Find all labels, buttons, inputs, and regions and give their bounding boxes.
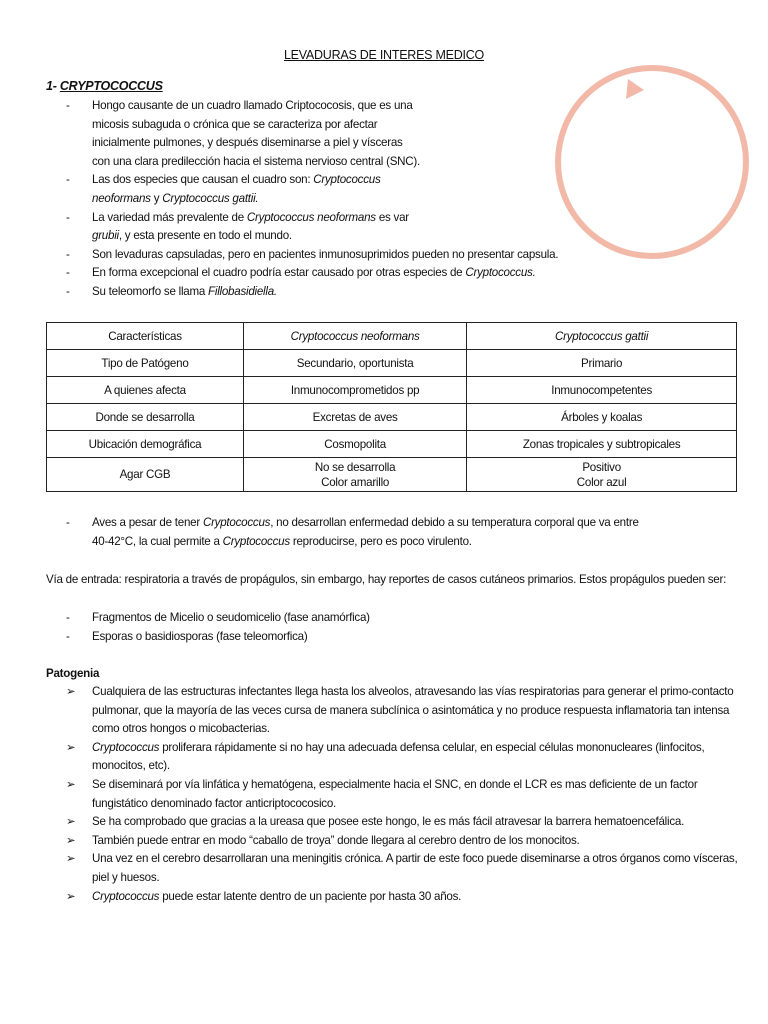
dash-bullet-icon: - [66, 266, 70, 280]
table-header-cell [243, 323, 466, 350]
italic-text: Cryptococcus [222, 534, 290, 548]
list-item [66, 97, 606, 171]
dash-bullet-icon: - [66, 99, 70, 112]
text-segment: Son levaduras capsuladas, pero en pacientes inmunosuprimidos pueden no presentar capsula. [92, 247, 559, 261]
dash-bullet-icon: - [66, 173, 70, 187]
intro-bullet-list [66, 97, 606, 302]
italic-text: Cryptococcus. [465, 266, 536, 280]
table-cell: Ubicación demográfica [47, 431, 244, 458]
italic-text: Cryptococcus [92, 740, 160, 754]
patogenia-heading: Patogenia [46, 667, 100, 680]
italic-text: Cryptococcus gattii. [162, 191, 259, 205]
cell-line: Color amarillo [321, 475, 390, 489]
table-cell: Inmunocomprometidos pp [243, 377, 466, 404]
table-cell: Donde se desarrolla [47, 404, 244, 431]
arrow-bullet-icon: ➢ [66, 815, 76, 829]
text-segment: Hongo causante de un cuadro llamado Criptococosis, que es una [92, 99, 413, 112]
arrow-bullet-icon: ➢ [66, 852, 76, 866]
list-item [66, 609, 746, 628]
table-row [47, 377, 737, 404]
arrow-bullet-icon: ➢ [66, 740, 76, 754]
arrow-bullet-icon: ➢ [66, 777, 76, 791]
comparison-table [46, 322, 737, 492]
cell-line: No se desarrolla [314, 460, 396, 474]
table-row [47, 404, 737, 431]
dash-bullet-icon: - [66, 629, 70, 643]
list-item [66, 628, 746, 647]
list-item [66, 832, 746, 851]
italic-text: grubii [92, 229, 119, 243]
text-segment: Se ha comprobado que gracias a la ureasa que posee este hongo, le es más fácil atravesar la barrera hematoencefálica. [92, 815, 685, 829]
arrow-head-icon [626, 79, 644, 99]
aves-bullet-list [66, 514, 746, 551]
table-row [47, 458, 737, 492]
text-segment: puede estar latente dentro de un paciente por hasta 30 años. [159, 889, 462, 903]
table-cell: Primario [467, 350, 737, 377]
cell-line: Positivo [582, 460, 621, 474]
text-segment: Cualquiera de las estructuras infectantes llega hasta los alveolos, atravesando las vías respiratorias para generar el primo-contacto pulmonar, que la mayoría de las veces cursa de manera subclínica o asintomática y no produce respuesta inflamatoria tan intensa como otros hongos o micobacterias. [92, 685, 734, 736]
text-segment: Fragmentos de Micelio o seudomicelio (fase anamórfica) [92, 611, 370, 624]
dash-bullet-icon: - [66, 516, 70, 529]
italic-text: Cryptococcus [313, 173, 381, 187]
table-cell: Excretas de aves [243, 404, 466, 431]
text-segment: Se diseminará por vía linfática y hematógena, especialmente hacia el SNC, en donde el LCR es mas deficiente de un factor fungistático denominado factor anticriptococosico. [92, 777, 698, 810]
arrow-bullet-icon: ➢ [66, 889, 76, 903]
header-text: Cryptococcus gattii [555, 329, 649, 343]
section-number: 1- [46, 79, 57, 93]
list-item [66, 813, 746, 832]
dash-bullet-icon: - [66, 247, 70, 261]
list-item [66, 850, 746, 887]
list-item [66, 171, 606, 208]
italic-text: Fillobasidiella. [208, 284, 277, 298]
table-cell: A quienes afecta [47, 377, 244, 404]
text-segment: También puede entrar en modo “caballo de troya” donde llegara al cerebro dentro de los monocitos. [92, 833, 580, 847]
cell-line: Color azul [576, 475, 627, 489]
arrow-bullet-icon: ➢ [66, 833, 76, 847]
dash-bullet-icon: - [66, 210, 70, 224]
table-cell: Agar CGB [47, 458, 244, 492]
arrow-bullet-icon: ➢ [66, 685, 76, 698]
header-text: Cryptococcus neoformans [290, 329, 420, 343]
table-cell [467, 458, 737, 492]
table-cell: Zonas tropicales y subtropicales [467, 431, 737, 458]
italic-text: neoformans [92, 191, 151, 205]
table-row [47, 350, 737, 377]
text-segment: Esporas o basidiosporas (fase teleomorfica) [92, 629, 308, 643]
list-item [66, 283, 606, 302]
list-item [66, 246, 606, 265]
table-cell: Tipo de Patógeno [47, 350, 244, 377]
section-heading [46, 79, 163, 93]
via-entrada-paragraph: Vía de entrada: respiratoria a través de propágulos, sin embargo, hay reportes de casos cutáneos primarios. Estos propágulos pueden ser: [46, 573, 727, 586]
table-cell: Cosmopolita [243, 431, 466, 458]
text-segment: inicialmente pulmones, y después diseminarse a piel y vísceras [92, 136, 403, 150]
table-header-cell [47, 323, 244, 350]
list-item [66, 739, 746, 776]
dash-bullet-icon: - [66, 284, 70, 298]
text-segment: La variedad más prevalente de [92, 210, 247, 224]
text-segment: Las dos especies que causan el cuadro son: [92, 173, 314, 187]
text-segment: Una vez en el cerebro desarrollaran una meningitis crónica. A partir de este foco puede diseminarse a otros órganos como vísceras, piel y huesos. [92, 852, 738, 884]
italic-text: Cryptococcus [92, 889, 160, 903]
list-item [66, 683, 746, 739]
table-cell: Inmunocompetentes [467, 377, 737, 404]
table-header-cell [467, 323, 737, 350]
text-segment: con una clara predilección hacia el sistema nervioso central (SNC). [92, 154, 420, 168]
table-cell: Árboles y koalas [467, 404, 737, 431]
text-segment: , no desarrollan enfermedad debido a su temperatura corporal que va entre [270, 516, 639, 529]
text-segment: reproducirse, pero es poco virulento. [289, 534, 472, 548]
list-item [66, 264, 606, 283]
text-segment: y [150, 191, 163, 205]
table-cell: Secundario, oportunista [243, 350, 466, 377]
section-name: CRYPTOCOCCUS [59, 79, 163, 93]
text-segment: 40-42°C, la cual permite a [92, 534, 223, 548]
propagulos-list [66, 609, 746, 646]
table-header-row [47, 323, 737, 350]
text-segment: , y esta presente en todo el mundo. [118, 229, 292, 243]
italic-text: Cryptococcus neoformans [246, 210, 376, 224]
text-segment: En forma excepcional el cuadro podría estar causado por otras especies de [92, 266, 466, 280]
text-segment: Aves a pesar de tener [92, 516, 203, 529]
list-item [66, 514, 746, 551]
text-segment: proliferara rápidamente si no hay una adecuada defensa celular, en especial células mononucleares (linfocitos, monocitos, etc). [92, 740, 705, 773]
header-text: Características [108, 329, 182, 343]
table-cell [243, 458, 466, 492]
text-segment: es var [375, 210, 409, 224]
document-title: LEVADURAS DE INTERES MEDICO [283, 48, 484, 62]
list-item [66, 888, 746, 907]
patogenia-list [66, 683, 746, 906]
dash-bullet-icon: - [66, 611, 70, 624]
list-item [66, 776, 746, 813]
text-segment: Su teleomorfo se llama [92, 284, 209, 298]
table-row [47, 431, 737, 458]
list-item [66, 209, 606, 246]
italic-text: Cryptococcus [202, 516, 271, 529]
text-segment: micosis subaguda o crónica que se caracteriza por afectar [92, 117, 378, 131]
